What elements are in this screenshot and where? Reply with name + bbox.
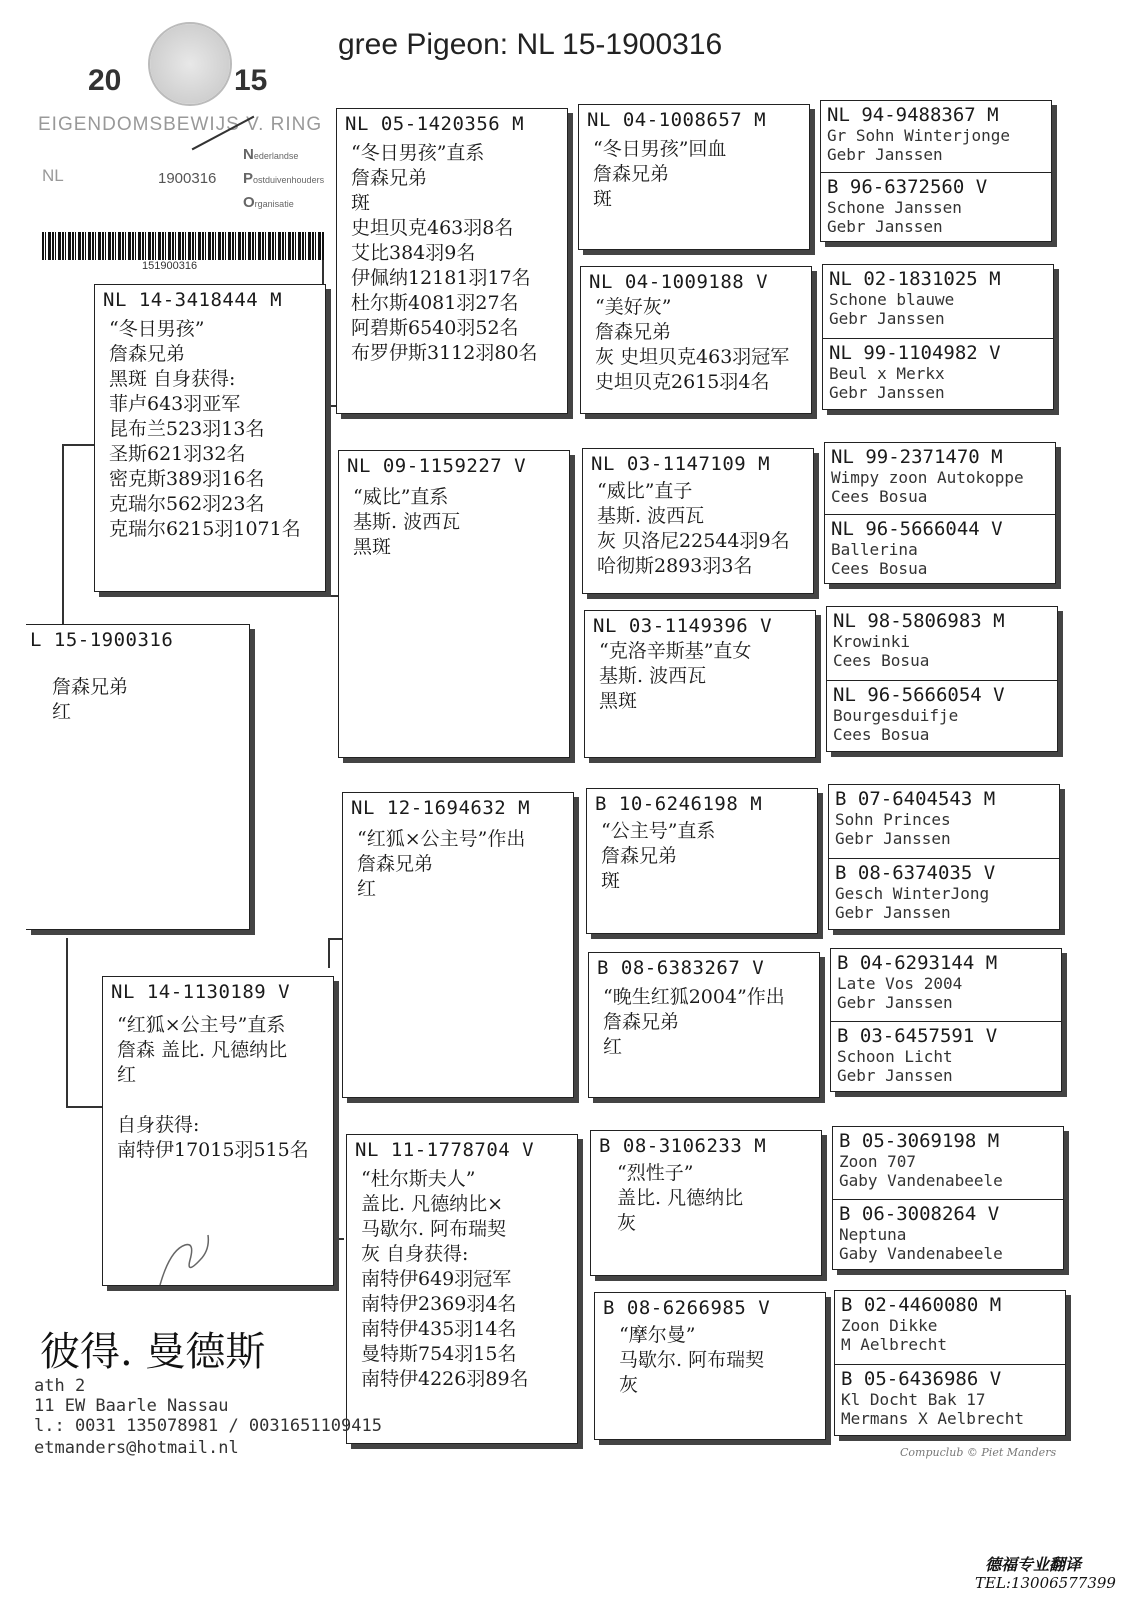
ancestor-pair-card bbox=[826, 606, 1058, 752]
grandparent-ring-number: NL 05-1420356 M bbox=[345, 113, 525, 135]
great-grandparent-line: “烈性子” bbox=[617, 1162, 694, 1184]
grandparent-line: “威比”直系 bbox=[353, 486, 449, 508]
great-grandparent-ring-number: B 08-6383267 V bbox=[597, 957, 765, 979]
ancestor-line: Gaby Vandenabeele bbox=[839, 1171, 1003, 1190]
ancestor-pair-card bbox=[828, 784, 1060, 930]
great-grandparent-card bbox=[586, 788, 818, 934]
ancestor-pair-card bbox=[832, 1126, 1064, 1270]
grandparent-line: 马歇尔. 阿布瑞契 bbox=[361, 1218, 507, 1240]
certificate-heading: EIGENDOMSBEWIJS V. RING bbox=[38, 114, 323, 135]
grandparent-line: 伊佩纳12181羽17名 bbox=[351, 267, 531, 289]
ancestor-line: Schone blauwe bbox=[829, 290, 955, 309]
owner-phone: l.: 0031 135078981 / 0031651109415 bbox=[34, 1416, 382, 1436]
great-grandparent-card bbox=[590, 1130, 822, 1276]
great-grandparent-ring-number: NL 04-1008657 M bbox=[587, 109, 767, 131]
dam-line: 詹森 盖比. 凡德纳比 bbox=[117, 1039, 288, 1061]
ancestor-line: Ballerina bbox=[831, 540, 918, 559]
great-grandparent-ring-number: NL 03-1149396 V bbox=[593, 615, 773, 637]
owner-email: etmanders@hotmail.nl bbox=[34, 1438, 239, 1458]
dam-line: 红 bbox=[117, 1064, 137, 1086]
page-title: gree Pigeon: NL 15-1900316 bbox=[338, 28, 723, 61]
sire-line: 詹森兄弟 bbox=[109, 343, 186, 365]
dam-line: 自身获得: bbox=[117, 1114, 200, 1136]
ancestor-line: Gebr Janssen bbox=[835, 903, 951, 922]
handwritten-signature bbox=[150, 1230, 230, 1290]
connector-line bbox=[328, 938, 330, 968]
great-grandparent-line: 红 bbox=[603, 1036, 623, 1058]
org-line-3: rganisatie bbox=[254, 199, 294, 209]
great-grandparent-line: 灰 bbox=[619, 1374, 639, 1396]
grandparent-line: 南特伊2369羽4名 bbox=[361, 1293, 517, 1315]
ancestor-line: M Aelbrecht bbox=[841, 1335, 947, 1354]
grandparent-line: 曼特斯754羽15名 bbox=[361, 1343, 517, 1365]
grandparent-line: 盖比. 凡德纳比× bbox=[361, 1193, 503, 1215]
grandparent-line: 黑斑 bbox=[353, 536, 392, 558]
ancestor-line: Gebr Janssen bbox=[827, 145, 943, 164]
owner-address-line: 11 EW Baarle Nassau bbox=[34, 1396, 229, 1416]
dam-line bbox=[117, 1088, 333, 1113]
great-grandparent-line: 马歇尔. 阿布瑞契 bbox=[619, 1349, 765, 1371]
grandparent-line: 红 bbox=[357, 878, 377, 900]
ancestor-ring-number: NL 02-1831025 M bbox=[829, 268, 1001, 290]
ancestor-line: Wimpy zoon Autokoppe bbox=[831, 468, 1024, 487]
great-grandparent-card bbox=[594, 1292, 826, 1440]
grandparent-line: “冬日男孩”直系 bbox=[351, 142, 485, 164]
copyright-note: Compuclub © Piet Manders bbox=[900, 1446, 1057, 1459]
ancestor-pair-card bbox=[830, 948, 1062, 1092]
grandparent-line: 史坦贝克463羽8名 bbox=[351, 217, 514, 239]
ancestor-ring-number: B 96-6372560 V bbox=[827, 176, 988, 198]
connector-line bbox=[62, 444, 64, 626]
certificate-country: NL bbox=[42, 166, 64, 185]
great-grandparent-ring-number: B 08-3106233 M bbox=[599, 1135, 767, 1157]
ancestor-line: Gebr Janssen bbox=[837, 993, 953, 1012]
great-grandparent-line: 哈彻斯2893羽3名 bbox=[597, 555, 753, 577]
great-grandparent-line: 灰 史坦贝克463羽冠军 bbox=[595, 346, 790, 368]
dam-line: 南特伊17015羽515名 bbox=[117, 1139, 309, 1161]
grandparent-line: 斑 bbox=[351, 192, 371, 214]
ancestor-ring-number: B 05-3069198 M bbox=[839, 1130, 1000, 1152]
grandparent-line: 南特伊4226羽89名 bbox=[361, 1368, 529, 1390]
grandparent-ring-number: NL 12-1694632 M bbox=[351, 797, 531, 819]
great-grandparent-line: 基斯. 波西瓦 bbox=[599, 665, 707, 687]
grandparent-line: “杜尔斯夫人” bbox=[361, 1168, 476, 1190]
great-grandparent-ring-number: NL 03-1147109 M bbox=[591, 453, 771, 475]
ancestor-ring-number: B 03-6457591 V bbox=[837, 1025, 998, 1047]
great-grandparent-card bbox=[588, 952, 820, 1098]
great-grandparent-line: 灰 贝洛尼22544羽9名 bbox=[597, 530, 790, 552]
great-grandparent-card bbox=[582, 448, 814, 594]
ancestor-line: Gr Sohn Winterjonge bbox=[827, 126, 1011, 145]
ancestor-pair-card bbox=[834, 1290, 1066, 1436]
grandparent-line: 阿碧斯6540羽52名 bbox=[351, 317, 519, 339]
great-grandparent-line: “威比”直子 bbox=[597, 480, 693, 502]
ancestor-line: Gebr Janssen bbox=[835, 829, 951, 848]
great-grandparent-line: 盖比. 凡德纳比 bbox=[617, 1187, 744, 1209]
ancestor-line: Cees Bosua bbox=[831, 487, 928, 506]
ancestor-ring-number: NL 96-5666054 V bbox=[833, 684, 1005, 706]
grandparent-line: 南特伊649羽冠军 bbox=[361, 1268, 512, 1290]
sire-line: 菲卢643羽亚军 bbox=[109, 393, 241, 415]
ancestor-line: Schone Janssen bbox=[827, 198, 962, 217]
great-grandparent-line: 斑 bbox=[601, 870, 621, 892]
ancestor-ring-number: B 08-6374035 V bbox=[835, 862, 996, 884]
sire-line: 黑斑 自身获得: bbox=[109, 368, 236, 390]
great-grandparent-line: “公主号”直系 bbox=[601, 820, 716, 842]
ancestor-ring-number: B 07-6404543 M bbox=[835, 788, 996, 810]
ancestor-line: Zoon Dikke bbox=[841, 1316, 938, 1335]
great-grandparent-line: “冬日男孩”回血 bbox=[593, 138, 727, 160]
great-grandparent-line: “晚生红狐2004”作出 bbox=[603, 986, 785, 1008]
subject-ring-number: L 15-1900316 bbox=[30, 629, 174, 651]
connector-line bbox=[66, 1106, 102, 1108]
ancestor-line: Cees Bosua bbox=[833, 725, 930, 744]
sire-ring-number: NL 14-3418444 M bbox=[103, 289, 283, 311]
sire-line: 克瑞尔562羽23名 bbox=[109, 493, 265, 515]
subject-line: 詹森兄弟 bbox=[52, 676, 129, 698]
ancestor-line: Cees Bosua bbox=[831, 559, 928, 578]
ancestor-line: Bourgesduifje bbox=[833, 706, 959, 725]
ancestor-line: Sohn Princes bbox=[835, 810, 951, 829]
certificate-ring: 1900316 bbox=[158, 170, 217, 187]
sire-line: “冬日男孩” bbox=[109, 318, 205, 340]
ancestor-line: Gebr Janssen bbox=[827, 217, 943, 236]
org-line-2: ostduivenhouders bbox=[253, 175, 325, 185]
grandparent-card bbox=[336, 108, 568, 414]
ancestor-ring-number: B 04-6293144 M bbox=[837, 952, 998, 974]
ancestor-line: Kl Docht Bak 17 bbox=[841, 1390, 986, 1409]
grandparent-line: 詹森兄弟 bbox=[351, 167, 428, 189]
sire-card bbox=[94, 284, 326, 592]
org-line-1: ederlandse bbox=[253, 151, 299, 161]
grandparent-card bbox=[338, 450, 570, 758]
ancestor-line: Gebr Janssen bbox=[837, 1066, 953, 1085]
owner-name: 彼得. 曼德斯 bbox=[40, 1329, 266, 1375]
translator-name: 德福专业翻译 bbox=[985, 1555, 1082, 1574]
grandparent-line: 詹森兄弟 bbox=[357, 853, 434, 875]
great-grandparent-ring-number: B 10-6246198 M bbox=[595, 793, 763, 815]
ancestor-line: Krowinki bbox=[833, 632, 911, 651]
ancestor-line: Neptuna bbox=[839, 1225, 907, 1244]
great-grandparent-line: 詹森兄弟 bbox=[603, 1011, 680, 1033]
ancestor-line: Cees Bosua bbox=[833, 651, 930, 670]
great-grandparent-line: 黑斑 bbox=[599, 690, 638, 712]
ancestor-line: Gebr Janssen bbox=[829, 383, 945, 402]
ancestor-ring-number: NL 98-5806983 M bbox=[833, 610, 1005, 632]
connector-line bbox=[66, 938, 68, 1108]
sire-line: 昆布兰523羽13名 bbox=[109, 418, 265, 440]
ancestor-line: Gaby Vandenabeele bbox=[839, 1244, 1003, 1263]
sire-line: 克瑞尔6215羽1071名 bbox=[109, 518, 301, 540]
grandparent-line: 基斯. 波西瓦 bbox=[353, 511, 461, 533]
great-grandparent-line: 斑 bbox=[593, 188, 613, 210]
ancestor-ring-number: B 02-4460080 M bbox=[841, 1294, 1002, 1316]
dam-line: “红狐×公主号”直系 bbox=[117, 1014, 286, 1036]
ancestor-ring-number: NL 96-5666044 V bbox=[831, 518, 1003, 540]
great-grandparent-line: 基斯. 波西瓦 bbox=[597, 505, 705, 527]
ancestor-pair-card bbox=[820, 100, 1052, 242]
ancestor-ring-number: NL 94-9488367 M bbox=[827, 104, 999, 126]
grandparent-ring-number: NL 09-1159227 V bbox=[347, 455, 527, 477]
ancestor-line: Late Vos 2004 bbox=[837, 974, 963, 993]
sire-line: 圣斯621羽32名 bbox=[109, 443, 246, 465]
grandparent-line: 南特伊435羽14名 bbox=[361, 1318, 517, 1340]
ancestor-ring-number: B 06-3008264 V bbox=[839, 1203, 1000, 1225]
great-grandparent-ring-number: B 08-6266985 V bbox=[603, 1297, 771, 1319]
barcode-number: 151900316 bbox=[142, 260, 198, 272]
ancestor-ring-number: B 05-6436986 V bbox=[841, 1368, 1002, 1390]
great-grandparent-line: “克洛辛斯基”直女 bbox=[599, 640, 752, 662]
ancestor-line: Gesch WinterJong bbox=[835, 884, 990, 903]
great-grandparent-line: “美好灰” bbox=[595, 296, 672, 318]
great-grandparent-card bbox=[578, 104, 810, 250]
grandparent-line: 灰 自身获得: bbox=[361, 1243, 469, 1265]
owner-address-line: ath 2 bbox=[34, 1376, 86, 1396]
grandparent-ring-number: NL 11-1778704 V bbox=[355, 1139, 535, 1161]
translator-phone: TEL:13006577399 bbox=[975, 1574, 1116, 1592]
great-grandparent-ring-number: NL 04-1009188 V bbox=[589, 271, 769, 293]
dam-ring-number: NL 14-1130189 V bbox=[111, 981, 291, 1003]
dutch-lion-emblem bbox=[148, 22, 232, 106]
ancestor-line: Mermans X Aelbrecht bbox=[841, 1409, 1025, 1428]
ancestor-pair-card bbox=[824, 442, 1056, 584]
grandparent-line: “红狐×公主号”作出 bbox=[357, 828, 526, 850]
grandparent-card bbox=[342, 792, 574, 1098]
connector-line bbox=[62, 444, 96, 446]
barcode bbox=[42, 232, 324, 260]
ancestor-pair-card bbox=[822, 264, 1054, 410]
great-grandparent-line: 詹森兄弟 bbox=[593, 163, 670, 185]
great-grandparent-card bbox=[584, 610, 816, 758]
great-grandparent-line: 詹森兄弟 bbox=[601, 845, 678, 867]
ancestor-ring-number: NL 99-1104982 V bbox=[829, 342, 1001, 364]
great-grandparent-line: 史坦贝克2615羽4名 bbox=[595, 371, 770, 393]
ancestor-line: Schoon Licht bbox=[837, 1047, 953, 1066]
great-grandparent-line: 灰 bbox=[617, 1212, 637, 1234]
grandparent-line: 杜尔斯4081羽27名 bbox=[351, 292, 519, 314]
ancestor-line: Beul x Merkx bbox=[829, 364, 945, 383]
great-grandparent-line: “摩尔曼” bbox=[619, 1324, 696, 1346]
ancestor-line: Zoon 707 bbox=[839, 1152, 917, 1171]
subject-line: 红 bbox=[52, 701, 72, 723]
sire-line: 密克斯389羽16名 bbox=[109, 468, 265, 490]
great-grandparent-card bbox=[580, 266, 812, 414]
subject-pigeon-card bbox=[26, 624, 250, 930]
ownership-certificate: 20 15 EIGENDOMSBEWIJS V. RING NL 1900316 Nederlandse Postduivenhouders Organisatie 151900316 bbox=[38, 20, 323, 270]
grandparent-line: 艾比384羽9名 bbox=[351, 242, 476, 264]
grandparent-card bbox=[346, 1134, 578, 1444]
grandparent-line: 布罗伊斯3112羽80名 bbox=[351, 342, 538, 364]
great-grandparent-line: 詹森兄弟 bbox=[595, 321, 672, 343]
certificate-year-right: 15 bbox=[234, 64, 268, 97]
ancestor-line: Gebr Janssen bbox=[829, 309, 945, 328]
certificate-year-left: 20 bbox=[88, 64, 122, 97]
ancestor-ring-number: NL 99-2371470 M bbox=[831, 446, 1003, 468]
